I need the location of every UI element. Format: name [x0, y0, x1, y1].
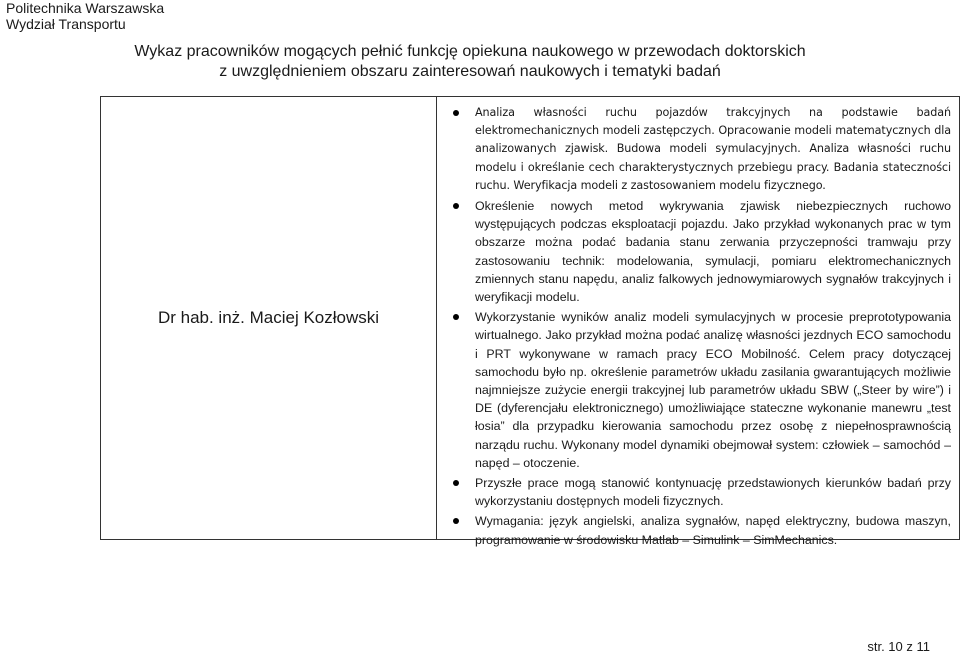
research-item-text: Analiza własności ruchu pojazdów trakcyjnych na podstawie badań elektromechanicznych modeli zastępczych. Opracowanie modeli matematycznych dla analizowanych zjawisk. Budowa modeli symulacyjnych. Analiza własności ruchu modelu i określanie cech charakterystycznych przebiegu pracy. Badania stateczności ruchu. Weryfikacja modeli z zastosowaniem modelu fizycznego.: [475, 106, 951, 192]
bullet-icon: [453, 203, 459, 209]
institution-name: Politechnika Warszawska: [6, 0, 165, 16]
research-areas-cell: [437, 97, 959, 547]
research-item: [453, 512, 951, 548]
research-item: [453, 308, 951, 472]
bullet-icon: [453, 480, 459, 486]
research-item-text: Przyszłe prace mogą stanowić kontynuację przedstawionych kierunków badań przy wykorzystaniu dostępnych modeli fizycznych.: [475, 476, 951, 509]
research-item-text: Wykorzystanie wyników analiz modeli symulacyjnych w procesie preprototypowania wirtualnego. Jako przykład można podać analizę własności jezdnych ECO samochodu i PRT wykonywane w ramach pracy ECO Mobilność. Celem pracy dotyczącej samochodu było np. określenie parametrów układu zasilania gwarantujących możliwie najmniejsze zużycie energii trakcyjnej lub parametrów układu SBW („Steer by wire”) i DE (dyferencjału elektronicznego) umożliwiające stateczne wykonanie manewru „test łosia” dla przypadku kierowania samochodu przez osobę z niepełnosprawnością narządu ruchu. Wykonany model dynamiki obejmował system: człowiek – samochód – napęd – otoczenie.: [475, 310, 951, 470]
institution-header: [6, 0, 164, 32]
supervisor-name-cell: [101, 97, 437, 539]
supervisor-table: [100, 96, 960, 547]
research-item: [453, 474, 951, 510]
faculty-name: Wydział Transportu: [6, 16, 126, 32]
document-title-line-2: z uwzględnieniem obszaru zainteresowań naukowych i tematyki badań: [219, 63, 721, 80]
supervisor-name: Dr hab. inż. Maciej Kozłowski: [157, 308, 380, 327]
document-title: [0, 42, 940, 82]
research-item: [453, 104, 951, 195]
research-item-text: Określenie nowych metod wykrywania zjawisk niebezpiecznych ruchowo występujących podczas eksploatacji pojazdu. Jako przykład wykonanych prac w tym obszarze można podać badania stanu zerwania przyczepności tramwaju przy zastosowaniu technik: modelowania, symulacji, pomiaru elektromechanicznych zmiennych stanu napędu, analiz falkowych jednowymiarowych sygnałów trakcyjnych i weryfikacji modelu.: [475, 199, 951, 305]
page-number: str. 10 z 11: [867, 639, 930, 654]
research-item-text: Wymagania: język angielski, analiza sygnałów, napęd elektryczny, budowa maszyn, programowanie w środowisku Matlab – Simulink – SimMechanics.: [475, 514, 951, 547]
bullet-icon: [453, 110, 459, 116]
bullet-icon: [453, 314, 459, 320]
research-item: [453, 197, 951, 306]
document-title-line-1: Wykaz pracowników mogących pełnić funkcję opiekuna naukowego w przewodach doktorskich: [134, 43, 806, 60]
bullet-icon: [453, 518, 459, 524]
